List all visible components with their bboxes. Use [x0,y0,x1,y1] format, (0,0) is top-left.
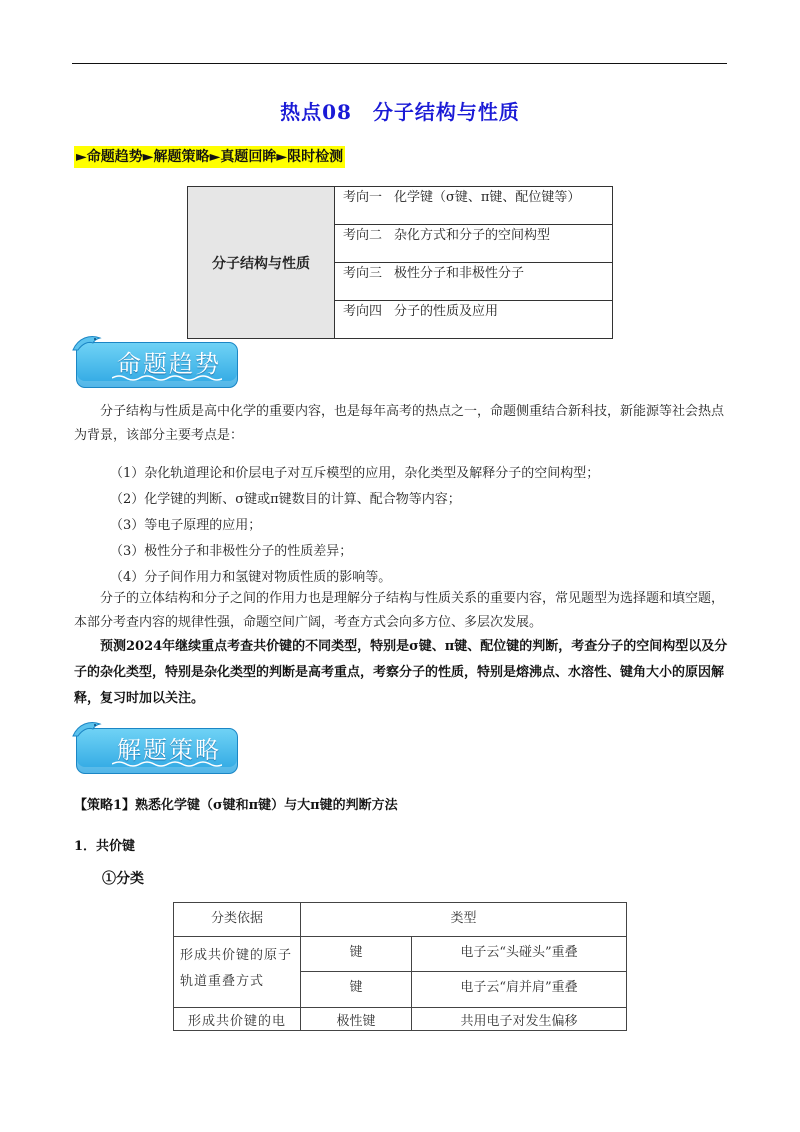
table-header-basis: 分类依据 [174,903,301,937]
strategy-banner [70,718,240,774]
topic-row [335,263,613,301]
section-nav [74,146,345,168]
subsection-heading: ①分类 [102,871,144,887]
table-cell-desc: 电子云“头碰头”重叠 [412,937,627,972]
topic-num: 考向三 [343,266,383,281]
topic-table [187,186,613,339]
nav-item-trend[interactable]: ►命题趋势 [76,149,143,165]
nav-item-test[interactable]: ►限时检测 [276,149,344,165]
table-cell-desc: 电子云“肩并肩”重叠 [412,972,627,1008]
topic-text: 杂化方式和分子的空间构型 [394,228,551,243]
table-header-type: 类型 [301,903,627,937]
wave-decoration [112,760,222,768]
banner-label: 解题策略 [117,736,221,764]
nav-item-review[interactable]: ►真题回眸 [209,149,277,165]
topic-row [335,187,613,225]
topic-num: 考向四 [343,304,383,319]
table-cell-desc: 共用电子对发生偏移 [412,1008,627,1031]
table-cell-type: 键 [301,972,412,1008]
trend-item: （2）化学键的判断、σ键或π键数目的计算、配合物等内容； [110,492,461,507]
trend-item: （1）杂化轨道理论和价层电子对互斥模型的应用，杂化类型及解释分子的空间构型； [110,466,600,481]
trend-intro: 分子结构与性质是高中化学的重要内容，也是每年高考的热点之一，命题侧重结合新科技，新能源等社会热点为背景，该部分主要考点是： [74,404,725,443]
table-cell-type: 极性键 [301,1008,412,1031]
section-heading: 1．共价键 [74,839,136,854]
wave-decoration [112,374,222,382]
banner-label: 命题趋势 [117,350,221,378]
topic-row [335,301,613,339]
trend-banner [70,332,240,388]
classification-table [173,902,627,1031]
topic-text: 极性分子和非极性分子 [394,266,525,281]
table-cell-basis: 形成共价键的电 [174,1008,301,1031]
strategy-heading: 【策略1】熟悉化学键（σ键和π键）与大π键的判断方法 [74,798,398,813]
topic-text: 化学键（σ键、π键、配位键等） [394,190,581,205]
topic-table-title: 分子结构与性质 [188,187,335,339]
topic-text: 分子的性质及应用 [394,304,499,319]
trend-item: （4）分子间作用力和氢键对物质性质的影响等。 [110,570,392,585]
dolphin-icon [70,718,104,742]
dolphin-icon [70,332,104,356]
trend-prediction: 预测2024年继续重点考查共价键的不同类型，特别是σ键、π键、配位键的判断，考查分子的空间构型以及分子的杂化类型，特别是杂化类型的判断是高考重点，考察分子的性质，特别是熔沸点、水溶性、键角大小的原因解释，复习时加以关注。 [74,639,728,706]
trend-paragraph-2: 分子的立体结构和分子之间的作用力也是理解分子结构与性质关系的重要内容，常见题型为选择题和填空题，本部分考查内容的规律性强，命题空间广阔，考查方式会向多方位、多层次发展。 [74,591,725,630]
topic-num: 考向一 [343,190,383,205]
page-title: 热点08 分子结构与性质 [280,100,520,124]
table-cell-type: 键 [301,937,412,972]
nav-item-strategy[interactable]: ►解题策略 [142,149,210,165]
trend-item: （3）极性分子和非极性分子的性质差异； [110,544,353,559]
topic-num: 考向二 [343,228,383,243]
topic-row [335,225,613,263]
trend-item: （3）等电子原理的应用； [110,518,262,533]
table-cell-basis: 形成共价键的原子轨道重叠方式 [174,937,301,1008]
top-rule [72,63,727,64]
